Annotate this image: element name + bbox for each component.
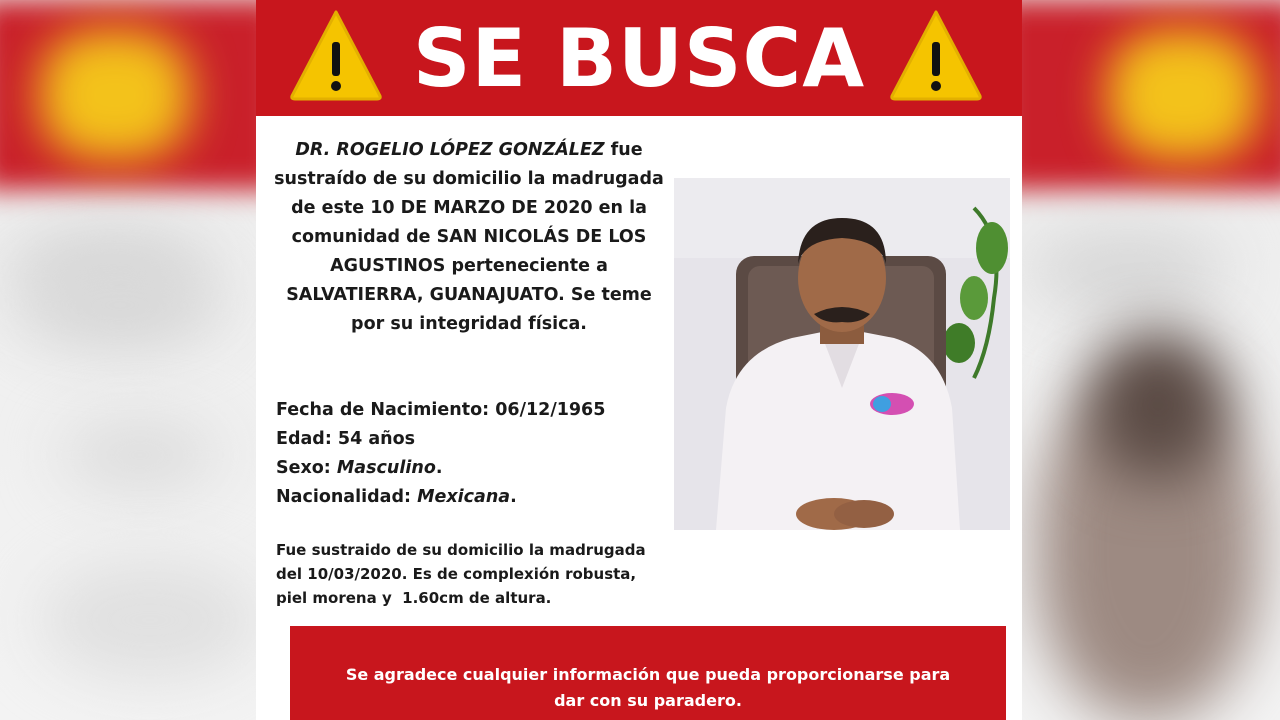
age-row: Edad: 54 años — [276, 429, 416, 449]
person-photo — [674, 178, 1010, 530]
personal-details — [276, 396, 656, 512]
birth-date-row: Fecha de Nacimiento: 06/12/1965 — [276, 400, 606, 420]
footer-banner — [290, 626, 1006, 720]
warning-triangle-icon — [888, 8, 984, 102]
background-right — [1018, 0, 1280, 720]
nationality-row: Nacionalidad: Mexicana. — [276, 487, 517, 507]
sex-row: Sexo: Masculino. — [276, 458, 443, 478]
background-left — [0, 0, 260, 720]
poster-header — [256, 0, 1022, 116]
footer-message: Se agradece cualquier información que pueda proporcionarse para dar con su paradero. — [345, 665, 951, 710]
person-name: DR. ROGELIO LÓPEZ GONZÁLEZ — [295, 140, 605, 160]
missing-person-poster — [256, 0, 1022, 720]
physical-description: Fue sustraido de su domicilio la madrugada del 10/03/2020. Es de complexión robusta, piel morena y 1.60cm de altura. — [276, 541, 646, 607]
intro-paragraph: DR. ROGELIO LÓPEZ GONZÁLEZ fue sustraído de su domicilio la madrugada de este 10 DE MARZO DE 2020 en la comunidad de SAN NICOLÁS DE LOS AGUSTINOS perteneciente a SALVATIERRA, GUANAJUATO. Se teme por su integridad física. — [274, 140, 664, 334]
poster-title: SE BUSCA — [412, 12, 866, 105]
